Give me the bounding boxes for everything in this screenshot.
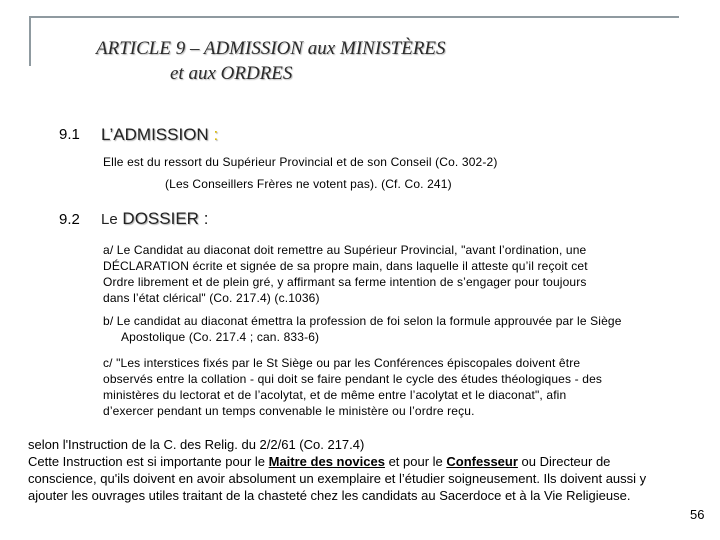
page-number: 56 bbox=[690, 507, 705, 522]
item-a-line-4: dans l’état clérical" (Co. 217.4) (c.1036) bbox=[103, 291, 320, 305]
item-a-line-3: Ordre librement et de plein gré, y affirmant sa ferme intention de s’engager pour toujours bbox=[103, 275, 587, 289]
instruction-note bbox=[28, 436, 700, 504]
item-c-line-3: ministères du lectorat et de l’acolytat, et de même entre l’acolytat et le diaconat", afin bbox=[103, 388, 567, 402]
note-line-2 bbox=[28, 453, 700, 470]
item-c-line-2: observés entre la collation - qui doit se faire pendant le cycle des études théologiques - des bbox=[103, 372, 603, 386]
section-number-9-2: 9.2 bbox=[59, 211, 80, 228]
frame-top-rule bbox=[29, 16, 679, 18]
confesseur-emphasis: Confesseur bbox=[446, 454, 518, 469]
note-line-1: selon l'Instruction de la C. des Relig. du 2/2/61 (Co. 217.4) bbox=[28, 437, 365, 452]
item-b-line-1: b/ Le candidat au diaconat émettra la profession de foi selon la formule approuvée par le Siège bbox=[103, 314, 622, 328]
item-c-line-1: c/ "Les interstices fixés par le St Siège ou par les Conférences épiscopales doivent être bbox=[103, 356, 581, 370]
heading-admission-text: L’ADMISSION bbox=[101, 125, 209, 144]
admission-line-1: Elle est du ressort du Supérieur Provincial et de son Conseil (Co. 302-2) bbox=[103, 155, 498, 169]
note-line-4: ajouter les ouvrages utiles traitant de la chasteté chez les candidats au Sacerdoce et à la Vie Religieuse. bbox=[28, 488, 631, 503]
admission-paragraph bbox=[103, 154, 693, 192]
dossier-item-c bbox=[103, 355, 693, 419]
dossier-item-b bbox=[103, 313, 693, 345]
item-c-line-4: d’exercer pendant un temps convenable le ministère ou l’ordre reçu. bbox=[103, 404, 475, 418]
item-a-line-1: a/ Le Candidat au diaconat doit remettre au Supérieur Provincial, "avant l’ordination, une bbox=[103, 243, 587, 257]
heading-admission-colon: : bbox=[213, 125, 219, 144]
note-line-2-part-a: Cette Instruction est si importante pour le bbox=[28, 454, 269, 469]
title-line-2: et aux ORDRES bbox=[170, 63, 293, 84]
heading-dossier-prefix: Le bbox=[101, 211, 118, 228]
section-number-9-1: 9.1 bbox=[59, 126, 80, 143]
heading-dossier-text: DOSSIER bbox=[122, 209, 199, 228]
page-title bbox=[96, 36, 696, 86]
dossier-item-a bbox=[103, 242, 693, 306]
frame-left-rule bbox=[29, 16, 31, 66]
note-line-3: conscience, qu'ils doivent en avoir absolument un exemplaire et l’étudier soigneusement. Ils doivent aussi y bbox=[28, 471, 647, 486]
title-line-1: ARTICLE 9 – ADMISSION aux MINISTÈRES bbox=[96, 38, 446, 59]
maitre-des-novices-emphasis: Maitre des novices bbox=[268, 454, 385, 469]
section-heading-admission bbox=[101, 125, 218, 145]
item-b-line-2: Apostolique (Co. 217.4 ; can. 833-6) bbox=[121, 330, 320, 344]
heading-dossier-colon: : bbox=[203, 209, 209, 228]
note-line-2-part-c: et pour le bbox=[384, 454, 447, 469]
note-line-2-part-e: ou Directeur de bbox=[517, 454, 611, 469]
section-heading-dossier bbox=[101, 209, 208, 229]
admission-line-2: (Les Conseillers Frères ne votent pas). (Cf. Co. 241) bbox=[165, 177, 452, 191]
item-a-line-2: DÉCLARATION écrite et signée de sa propre main, dans laquelle il atteste qu’il reçoit cet bbox=[103, 259, 588, 273]
